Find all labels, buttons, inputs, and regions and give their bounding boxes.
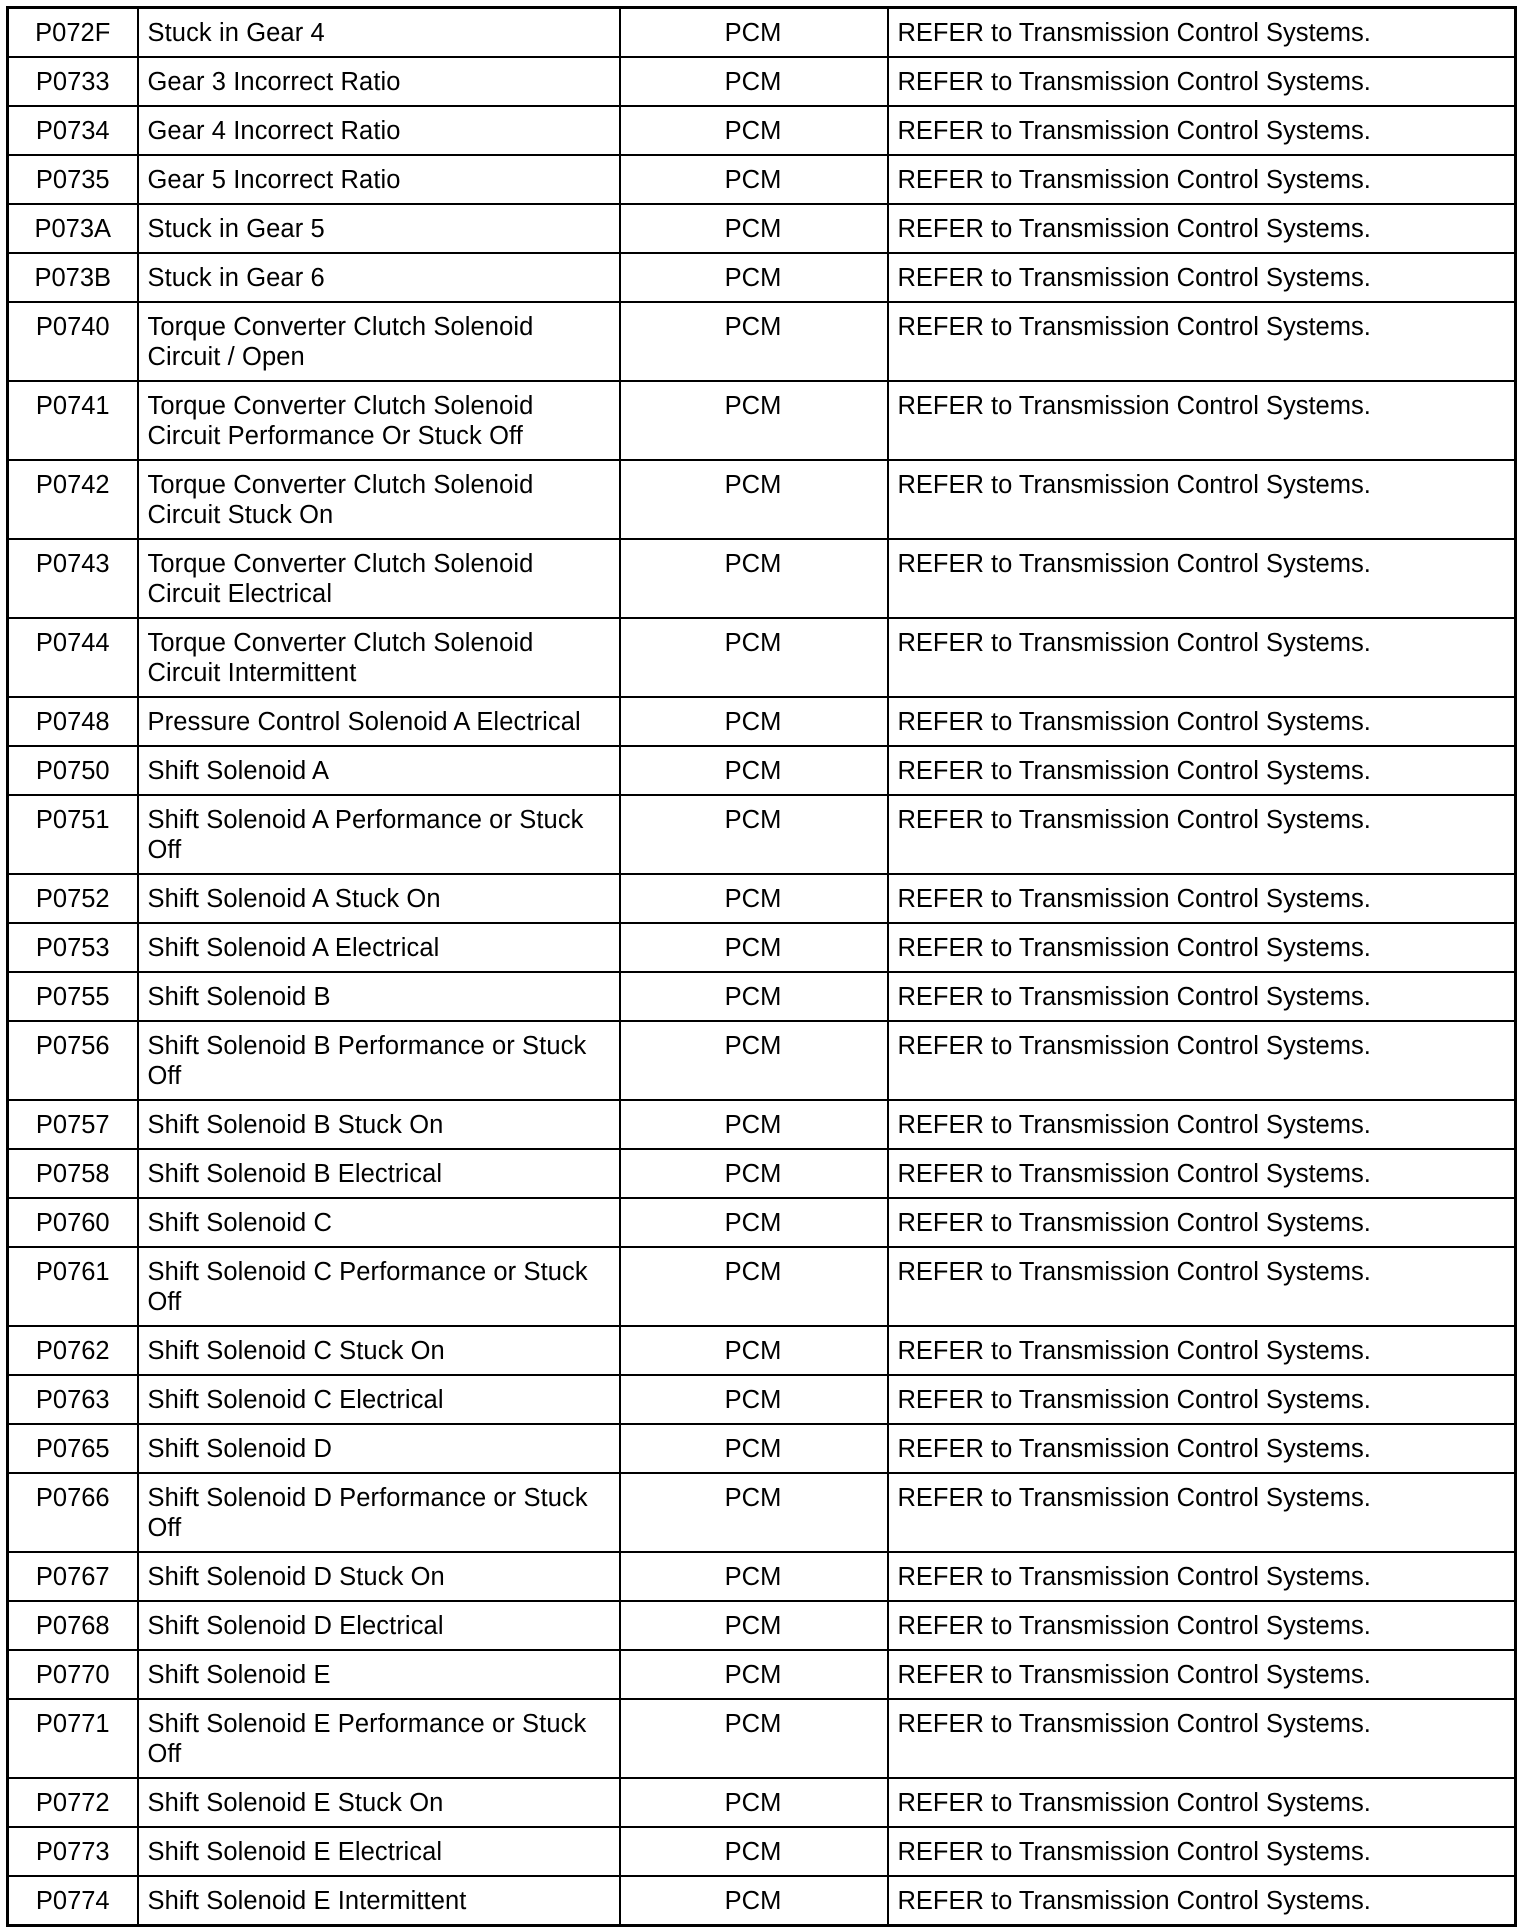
dtc-code-cell: P0744 — [8, 618, 138, 697]
dtc-action-cell: REFER to Transmission Control Systems. — [888, 1198, 1516, 1247]
dtc-description-cell: Torque Converter Clutch Solenoid Circuit / Open — [138, 302, 620, 381]
dtc-description-cell: Shift Solenoid D Electrical — [138, 1601, 620, 1650]
table-row — [8, 697, 1516, 746]
dtc-module-cell: PCM — [620, 1699, 888, 1778]
dtc-module-cell: PCM — [620, 106, 888, 155]
dtc-module-cell: PCM — [620, 1375, 888, 1424]
dtc-action-cell: REFER to Transmission Control Systems. — [888, 1247, 1516, 1326]
dtc-action-cell: REFER to Transmission Control Systems. — [888, 923, 1516, 972]
dtc-action-cell: REFER to Transmission Control Systems. — [888, 1375, 1516, 1424]
dtc-action-cell: REFER to Transmission Control Systems. — [888, 460, 1516, 539]
dtc-code-cell: P0743 — [8, 539, 138, 618]
dtc-action-cell: REFER to Transmission Control Systems. — [888, 204, 1516, 253]
dtc-action-cell: REFER to Transmission Control Systems. — [888, 1601, 1516, 1650]
dtc-code-cell: P073B — [8, 253, 138, 302]
dtc-action-cell: REFER to Transmission Control Systems. — [888, 1100, 1516, 1149]
dtc-module-cell: PCM — [620, 1021, 888, 1100]
dtc-module-cell: PCM — [620, 1326, 888, 1375]
dtc-code-cell: P0774 — [8, 1876, 138, 1926]
dtc-description-cell: Torque Converter Clutch Solenoid Circuit Performance Or Stuck Off — [138, 381, 620, 460]
table-row — [8, 1650, 1516, 1699]
dtc-code-cell: P0762 — [8, 1326, 138, 1375]
table-row — [8, 1552, 1516, 1601]
dtc-code-cell: P0755 — [8, 972, 138, 1021]
dtc-action-cell: REFER to Transmission Control Systems. — [888, 381, 1516, 460]
dtc-module-cell: PCM — [620, 1100, 888, 1149]
dtc-description-cell: Shift Solenoid C Electrical — [138, 1375, 620, 1424]
dtc-description-cell: Shift Solenoid D Stuck On — [138, 1552, 620, 1601]
table-row — [8, 923, 1516, 972]
dtc-description-cell: Stuck in Gear 6 — [138, 253, 620, 302]
dtc-code-cell: P0761 — [8, 1247, 138, 1326]
table-row — [8, 460, 1516, 539]
dtc-description-cell: Stuck in Gear 4 — [138, 8, 620, 58]
dtc-code-cell: P0766 — [8, 1473, 138, 1552]
table-row — [8, 1778, 1516, 1827]
dtc-description-cell: Shift Solenoid A — [138, 746, 620, 795]
dtc-description-cell: Shift Solenoid E Performance or Stuck Off — [138, 1699, 620, 1778]
dtc-code-cell: P0742 — [8, 460, 138, 539]
dtc-code-cell: P0748 — [8, 697, 138, 746]
dtc-action-cell: REFER to Transmission Control Systems. — [888, 539, 1516, 618]
dtc-module-cell: PCM — [620, 1247, 888, 1326]
dtc-module-cell: PCM — [620, 972, 888, 1021]
dtc-action-cell: REFER to Transmission Control Systems. — [888, 1827, 1516, 1876]
dtc-code-cell: P0735 — [8, 155, 138, 204]
dtc-module-cell: PCM — [620, 8, 888, 58]
dtc-action-cell: REFER to Transmission Control Systems. — [888, 1021, 1516, 1100]
table-row — [8, 253, 1516, 302]
table-row — [8, 204, 1516, 253]
table-row — [8, 874, 1516, 923]
dtc-module-cell: PCM — [620, 746, 888, 795]
dtc-module-cell: PCM — [620, 1424, 888, 1473]
dtc-description-cell: Shift Solenoid B Performance or Stuck Off — [138, 1021, 620, 1100]
dtc-code-cell: P073A — [8, 204, 138, 253]
dtc-code-cell: P0773 — [8, 1827, 138, 1876]
dtc-code-cell: P0760 — [8, 1198, 138, 1247]
dtc-action-cell: REFER to Transmission Control Systems. — [888, 1876, 1516, 1926]
dtc-module-cell: PCM — [620, 1778, 888, 1827]
dtc-description-cell: Shift Solenoid A Stuck On — [138, 874, 620, 923]
dtc-code-cell: P0740 — [8, 302, 138, 381]
table-row — [8, 106, 1516, 155]
dtc-action-cell: REFER to Transmission Control Systems. — [888, 874, 1516, 923]
dtc-action-cell: REFER to Transmission Control Systems. — [888, 972, 1516, 1021]
table-row — [8, 746, 1516, 795]
dtc-action-cell: REFER to Transmission Control Systems. — [888, 253, 1516, 302]
dtc-action-cell: REFER to Transmission Control Systems. — [888, 1778, 1516, 1827]
dtc-action-cell: REFER to Transmission Control Systems. — [888, 746, 1516, 795]
table-row — [8, 1375, 1516, 1424]
table-row — [8, 1601, 1516, 1650]
dtc-module-cell: PCM — [620, 1827, 888, 1876]
dtc-code-cell: P0772 — [8, 1778, 138, 1827]
table-row — [8, 1326, 1516, 1375]
dtc-module-cell: PCM — [620, 1198, 888, 1247]
table-row — [8, 972, 1516, 1021]
dtc-module-cell: PCM — [620, 874, 888, 923]
table-row — [8, 1100, 1516, 1149]
dtc-action-cell: REFER to Transmission Control Systems. — [888, 1424, 1516, 1473]
dtc-description-cell: Pressure Control Solenoid A Electrical — [138, 697, 620, 746]
dtc-module-cell: PCM — [620, 923, 888, 972]
dtc-description-cell: Shift Solenoid E Electrical — [138, 1827, 620, 1876]
dtc-description-cell: Stuck in Gear 5 — [138, 204, 620, 253]
dtc-description-cell: Shift Solenoid B Electrical — [138, 1149, 620, 1198]
dtc-module-cell: PCM — [620, 697, 888, 746]
table-row — [8, 1876, 1516, 1926]
dtc-action-cell: REFER to Transmission Control Systems. — [888, 155, 1516, 204]
dtc-code-cell: P0756 — [8, 1021, 138, 1100]
dtc-action-cell: REFER to Transmission Control Systems. — [888, 1473, 1516, 1552]
table-row — [8, 1149, 1516, 1198]
dtc-module-cell: PCM — [620, 795, 888, 874]
dtc-module-cell: PCM — [620, 618, 888, 697]
dtc-description-cell: Torque Converter Clutch Solenoid Circuit Stuck On — [138, 460, 620, 539]
dtc-module-cell: PCM — [620, 253, 888, 302]
dtc-description-cell: Shift Solenoid D Performance or Stuck Off — [138, 1473, 620, 1552]
dtc-description-cell: Shift Solenoid B Stuck On — [138, 1100, 620, 1149]
dtc-module-cell: PCM — [620, 1601, 888, 1650]
table-row — [8, 1699, 1516, 1778]
table-row — [8, 618, 1516, 697]
table-row — [8, 1424, 1516, 1473]
dtc-code-cell: P0757 — [8, 1100, 138, 1149]
document-page — [6, 6, 1514, 1927]
table-row — [8, 1473, 1516, 1552]
dtc-code-cell: P072F — [8, 8, 138, 58]
dtc-code-cell: P0734 — [8, 106, 138, 155]
table-row — [8, 795, 1516, 874]
dtc-code-cell: P0753 — [8, 923, 138, 972]
dtc-module-cell: PCM — [620, 539, 888, 618]
dtc-description-cell: Shift Solenoid D — [138, 1424, 620, 1473]
dtc-module-cell: PCM — [620, 302, 888, 381]
dtc-description-cell: Gear 5 Incorrect Ratio — [138, 155, 620, 204]
dtc-module-cell: PCM — [620, 460, 888, 539]
dtc-code-cell: P0765 — [8, 1424, 138, 1473]
dtc-action-cell: REFER to Transmission Control Systems. — [888, 618, 1516, 697]
table-row — [8, 8, 1516, 58]
dtc-module-cell: PCM — [620, 1552, 888, 1601]
dtc-action-cell: REFER to Transmission Control Systems. — [888, 1326, 1516, 1375]
dtc-module-cell: PCM — [620, 57, 888, 106]
dtc-code-cell: P0763 — [8, 1375, 138, 1424]
dtc-description-cell: Shift Solenoid A Electrical — [138, 923, 620, 972]
table-row — [8, 381, 1516, 460]
table-row — [8, 1198, 1516, 1247]
dtc-code-cell: P0750 — [8, 746, 138, 795]
dtc-description-cell: Shift Solenoid C — [138, 1198, 620, 1247]
dtc-action-cell: REFER to Transmission Control Systems. — [888, 697, 1516, 746]
dtc-module-cell: PCM — [620, 155, 888, 204]
dtc-action-cell: REFER to Transmission Control Systems. — [888, 1650, 1516, 1699]
dtc-description-cell: Gear 3 Incorrect Ratio — [138, 57, 620, 106]
table-row — [8, 1827, 1516, 1876]
dtc-module-cell: PCM — [620, 204, 888, 253]
dtc-table — [6, 6, 1517, 1927]
dtc-action-cell: REFER to Transmission Control Systems. — [888, 1149, 1516, 1198]
table-row — [8, 1021, 1516, 1100]
dtc-action-cell: REFER to Transmission Control Systems. — [888, 57, 1516, 106]
dtc-description-cell: Gear 4 Incorrect Ratio — [138, 106, 620, 155]
dtc-code-cell: P0741 — [8, 381, 138, 460]
table-row — [8, 302, 1516, 381]
dtc-action-cell: REFER to Transmission Control Systems. — [888, 302, 1516, 381]
dtc-description-cell: Shift Solenoid E — [138, 1650, 620, 1699]
dtc-description-cell: Torque Converter Clutch Solenoid Circuit Electrical — [138, 539, 620, 618]
dtc-description-cell: Shift Solenoid C Performance or Stuck Off — [138, 1247, 620, 1326]
dtc-code-cell: P0767 — [8, 1552, 138, 1601]
dtc-action-cell: REFER to Transmission Control Systems. — [888, 795, 1516, 874]
table-row — [8, 155, 1516, 204]
table-row — [8, 57, 1516, 106]
dtc-code-cell: P0770 — [8, 1650, 138, 1699]
dtc-code-cell: P0771 — [8, 1699, 138, 1778]
dtc-description-cell: Shift Solenoid E Stuck On — [138, 1778, 620, 1827]
dtc-description-cell: Torque Converter Clutch Solenoid Circuit Intermittent — [138, 618, 620, 697]
dtc-description-cell: Shift Solenoid C Stuck On — [138, 1326, 620, 1375]
dtc-module-cell: PCM — [620, 381, 888, 460]
dtc-action-cell: REFER to Transmission Control Systems. — [888, 8, 1516, 58]
dtc-action-cell: REFER to Transmission Control Systems. — [888, 1552, 1516, 1601]
table-row — [8, 539, 1516, 618]
dtc-action-cell: REFER to Transmission Control Systems. — [888, 106, 1516, 155]
dtc-table-body — [8, 8, 1516, 1926]
dtc-module-cell: PCM — [620, 1650, 888, 1699]
dtc-code-cell: P0733 — [8, 57, 138, 106]
dtc-action-cell: REFER to Transmission Control Systems. — [888, 1699, 1516, 1778]
table-row — [8, 1247, 1516, 1326]
dtc-code-cell: P0768 — [8, 1601, 138, 1650]
dtc-code-cell: P0751 — [8, 795, 138, 874]
dtc-code-cell: P0752 — [8, 874, 138, 923]
dtc-description-cell: Shift Solenoid B — [138, 972, 620, 1021]
dtc-module-cell: PCM — [620, 1876, 888, 1926]
dtc-module-cell: PCM — [620, 1473, 888, 1552]
dtc-description-cell: Shift Solenoid A Performance or Stuck Off — [138, 795, 620, 874]
dtc-module-cell: PCM — [620, 1149, 888, 1198]
dtc-code-cell: P0758 — [8, 1149, 138, 1198]
dtc-description-cell: Shift Solenoid E Intermittent — [138, 1876, 620, 1926]
